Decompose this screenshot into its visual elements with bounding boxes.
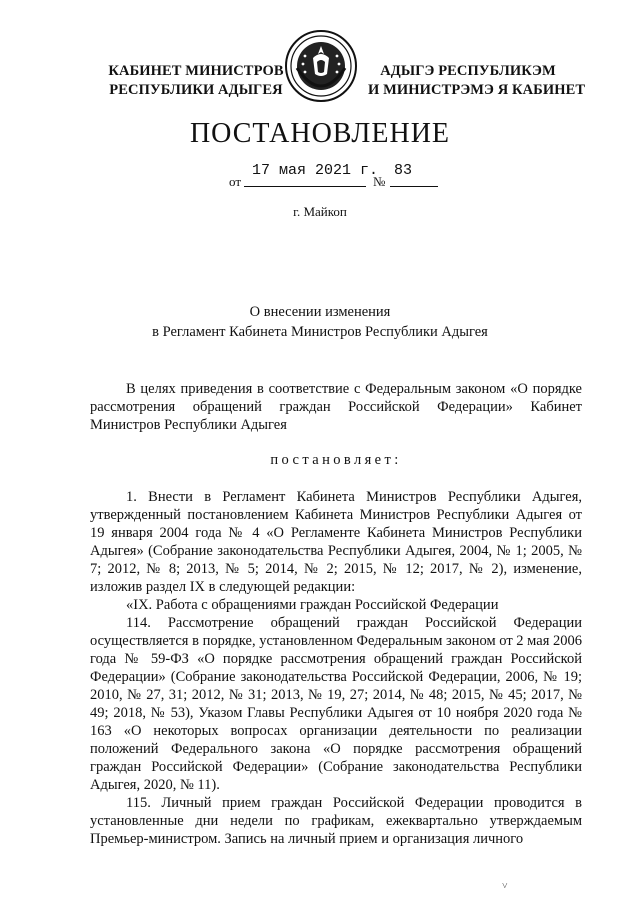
preamble: В целях приведения в соответствие с Федеральным законом «О порядке рассмотрения обращений граждан Российской Федерации» Кабинет Министров Республики Адыгея (90, 381, 582, 433)
city: г. Майкоп (293, 204, 347, 219)
preamble-block (90, 380, 582, 434)
paragraph-1: 1. Внести в Регламент Кабинета Министров Республики Адыгея, утвержденный постановлением Кабинета Министров Республики Адыгея от 19 января 2004 года № 4 «О Регламенте Кабинета Министров Республики Адыгея» (Собрание законодательства Республики Адыгея, 2004, № 1; 2005, № 7; 2012, № 8; 2013, № 5; 2014, № 2; 2015, № 12; 2017, № 2), изменение, изложив раздел IX в следующей редакции: (90, 489, 582, 595)
page-mark: ˅ (502, 881, 508, 892)
subject-line2: в Регламент Кабинета Министров Республики Адыгея (152, 324, 488, 340)
main-text (90, 488, 582, 848)
resolves-word: постановляет: (270, 452, 402, 468)
header-right (368, 62, 586, 100)
header-right-line2: И МИНИСТРЭМЭ Я КАБИНЕТ (368, 82, 586, 98)
subject-line1: О внесении изменения (249, 304, 391, 320)
document-title: ПОСТАНОВЛЕНИЕ (189, 118, 451, 149)
paragraph-115: 115. Личный прием граждан Российской Федерации проводится в установленные дни недели по графикам, ежеквартально утверждаемым Премьер-министром. Запись на личный прием и организация личного (90, 795, 582, 847)
document-date: 17 мая 2021 г. (252, 162, 379, 179)
from-label: от (229, 174, 242, 189)
subject (0, 302, 640, 342)
resolves-block (90, 451, 582, 469)
paragraph-114: 114. Рассмотрение обращений граждан Российской Федерации осуществляется в порядке, установленном Федеральным законом от 2 мая 2006 года № 59-ФЗ «О порядке рассмотрения обращений граждан Российской Федерации» (Собрание законодательства Российской Федерации, 2006, № 19; 2010, № 27, 31; 2012, № 31; 2013, № 19, 27; 2014, № 48; 2015, № 45; 2017, № 49; 2018, № 53), Указом Главы Республики Адыгея от 10 ноября 2020 года № 163 «О некоторых вопросах организации деятельности по реализации положений Федерального закона «О порядке рассмотрения обращений граждан Российской Федерации» (Собрание законодательства Республики Адыгея, 2020, № 11). (90, 615, 582, 793)
header-left (96, 62, 296, 100)
number-underline (390, 186, 438, 187)
document-number: 83 (394, 162, 413, 179)
header-right-line1: АДЫГЭ РЕСПУБЛИКЭМ (380, 63, 556, 79)
section-heading: «IX. Работа с обращениями граждан Российской Федерации (126, 597, 499, 613)
date-underline (244, 186, 366, 187)
coat-of-arms-icon (283, 28, 359, 104)
header-left-line2: РЕСПУБЛИКИ АДЫГЕЯ (109, 82, 283, 98)
header-left-line1: КАБИНЕТ МИНИСТРОВ (108, 63, 284, 79)
number-label: № (373, 174, 386, 189)
date-number-row (0, 160, 640, 190)
